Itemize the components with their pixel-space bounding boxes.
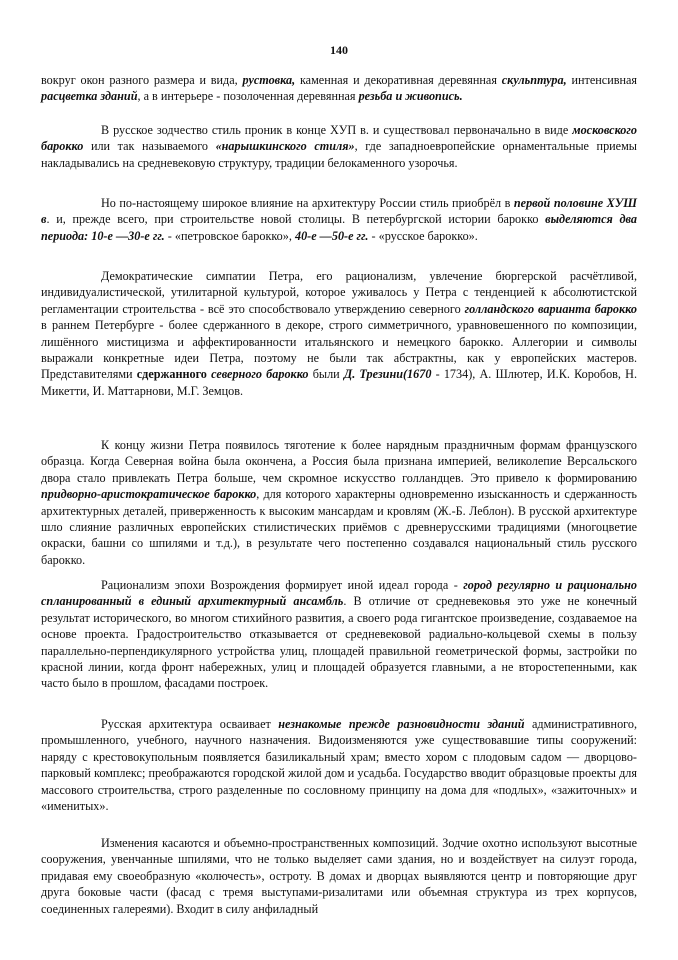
emphasis-text: 40-е —50-е гг. bbox=[294, 228, 369, 243]
emphasis-text: первой половине ХУШ в bbox=[41, 196, 637, 227]
paragraph-7 bbox=[41, 716, 637, 814]
emphasis-text: скульптура, bbox=[501, 73, 567, 87]
emphasis-text: рустовка, bbox=[242, 73, 296, 87]
body-text: - 1734), А. Шлютер, И.К. Коробов, Н. Микетти, И. Маттарнови, М.Г. Земцов. bbox=[41, 367, 637, 398]
emphasis-text: сдержанного bbox=[136, 367, 207, 382]
body-text: Но по-настоящему широкое влияние на архитектуру России стиль приобрёл в bbox=[101, 196, 514, 210]
body-text: К концу жизни Петра появилось тяготение к более нарядным праздничным формам французского образца. Когда Северная война была окончена, а Россия была признана империей, великолепие Версальского двора стало привлекать Петра больше, чем скромное искусство голландцев. Это привело к формированию bbox=[41, 438, 637, 485]
body-text: административного, промышленного, учебного, научного назначения. Видоизменяются уже существовавшие типы сооружений: наряду с крестовокупольным появляется базиликальный храм; вместо хором с плодовым садом — дворцово-парковый комплекс; преображаются городской жилой дом и усадьба. Государство вводит образцовые проекты для массового строительства, строго разделенные по сословному принципу на дома для «подлых», «зажиточных» и «именитых». bbox=[41, 717, 638, 814]
body-text: каменная и декоративная деревянная bbox=[295, 73, 502, 87]
paragraph-5 bbox=[41, 437, 637, 568]
emphasis-text: расцветка зданий bbox=[41, 89, 138, 104]
emphasis-text: «нарышкинского стиля» bbox=[215, 139, 355, 154]
emphasis-text: Д. Трезини(1670 bbox=[343, 367, 432, 382]
paragraph-8 bbox=[41, 835, 637, 917]
body-text: интенсивная bbox=[566, 73, 638, 87]
body-text: Изменения касаются и объемно-пространственных композиций. Зодчие охотно используют высотные сооружения, увенчанные шпилями, что не только выделяет сами здания, но и воздействует на силуэт города, придавая ему своеобразную «колючесть», остроту. В домах и дворцах выявляются центр и повторяющие друг друга боковые части (фасад с тремя выступами-ризалитами или объемная структура из трех корпусов, соединенных галереями). Входит в силу анфиладный bbox=[41, 836, 637, 916]
body-text: . В отличие от средневековья это уже не конечный результат исторического, во многом стихийного развития, а своего рода гигантское произведение, создаваемое на основе проекта. Градостроительство отказывается от средневековой радиально-кольцевой схемы в пользу параллельно-перпендикулярного устройства улиц, площадей правильной геометрической формы, застройки по красной линии, когда фронт набережных, улиц и площадей образуется главными, а не второстепенными, как часто было в прошлом, фасадами построек. bbox=[41, 594, 637, 691]
paragraph-6 bbox=[41, 577, 637, 692]
body-text: - «русское барокко». bbox=[368, 228, 478, 243]
emphasis-text: выделяются два периода: 10-е —30-е гг. bbox=[41, 212, 637, 243]
page-number: 140 bbox=[330, 43, 348, 57]
emphasis-text: резьба и живопись. bbox=[358, 89, 463, 104]
body-text: В русское зодчество стиль проник в конце ХУП в. и существовал первоначально в виде bbox=[101, 123, 573, 137]
emphasis-text: голландского варианта барокко bbox=[464, 301, 637, 316]
emphasis-text: город регулярно и рационально спланированный в единый архитектурный ансамбль bbox=[41, 578, 637, 609]
body-text: , для которого характерны одновременно изысканность и сдержанность архитектурных деталей, приверженность к высоким мансардам и кровлям (Ж.-Б. Леблон). В русской архитектуре шло слияние различных европейских стилистических приёмов с древнерусскими традициями (многоцветие окраски, башни со шпилями и т.д.), в результате чего постепенно создавался национальный стиль русского барокко. bbox=[41, 487, 637, 567]
body-text: Русская архитектура осваивает bbox=[101, 717, 279, 731]
body-text: , где западноевропейские орнаментальные приемы накладывались на средневековую структуру, традиции белокаменного узорочья. bbox=[41, 139, 637, 170]
body-text: - «петровское барокко», bbox=[164, 228, 295, 243]
body-text: Рационализм эпохи Возрождения формирует иной идеал города - bbox=[101, 578, 464, 592]
body-text: вокруг окон разного размера и вида, bbox=[41, 73, 243, 87]
body-text: , а в интерьере - позолоченная деревянная bbox=[137, 89, 359, 104]
paragraph-4 bbox=[41, 268, 637, 399]
body-text: . и, прежде всего, при строительстве новой столицы. В петербургской истории барокко bbox=[46, 212, 546, 227]
body-text: в раннем Петербурге - более сдержанного в декоре, строго симметричного, уравновешенного по композиции, лишённого мистицизма и аффектированности итальянского и немецкого барокко. Аллегории и символы выражали конкретные идеи Петра, поэтому не были так абстрактны, как у европейских мастеров. Представителями bbox=[41, 318, 637, 382]
emphasis-text: придворно-аристократическое барокко bbox=[41, 487, 257, 502]
body-text: Демократические симпатии Петра, его рационализм, увлечение бюргерской расчётливой, индивидуалистической, утилитарной культурой, которое уживалось у Петра с тенденцией к абсолютистской регламентации строительства - всё это способствовало утверждению северного bbox=[41, 269, 637, 316]
body-text: или так называемого bbox=[83, 139, 216, 154]
paragraph-2 bbox=[41, 122, 637, 171]
emphasis-text: московского барокко bbox=[41, 123, 637, 154]
body-text: были bbox=[308, 367, 344, 382]
emphasis-text: незнакомые прежде разновидности зданий bbox=[278, 717, 525, 731]
emphasis-text: северного барокко bbox=[211, 367, 309, 382]
paragraph-1 bbox=[41, 72, 637, 105]
paragraph-3 bbox=[41, 195, 637, 244]
